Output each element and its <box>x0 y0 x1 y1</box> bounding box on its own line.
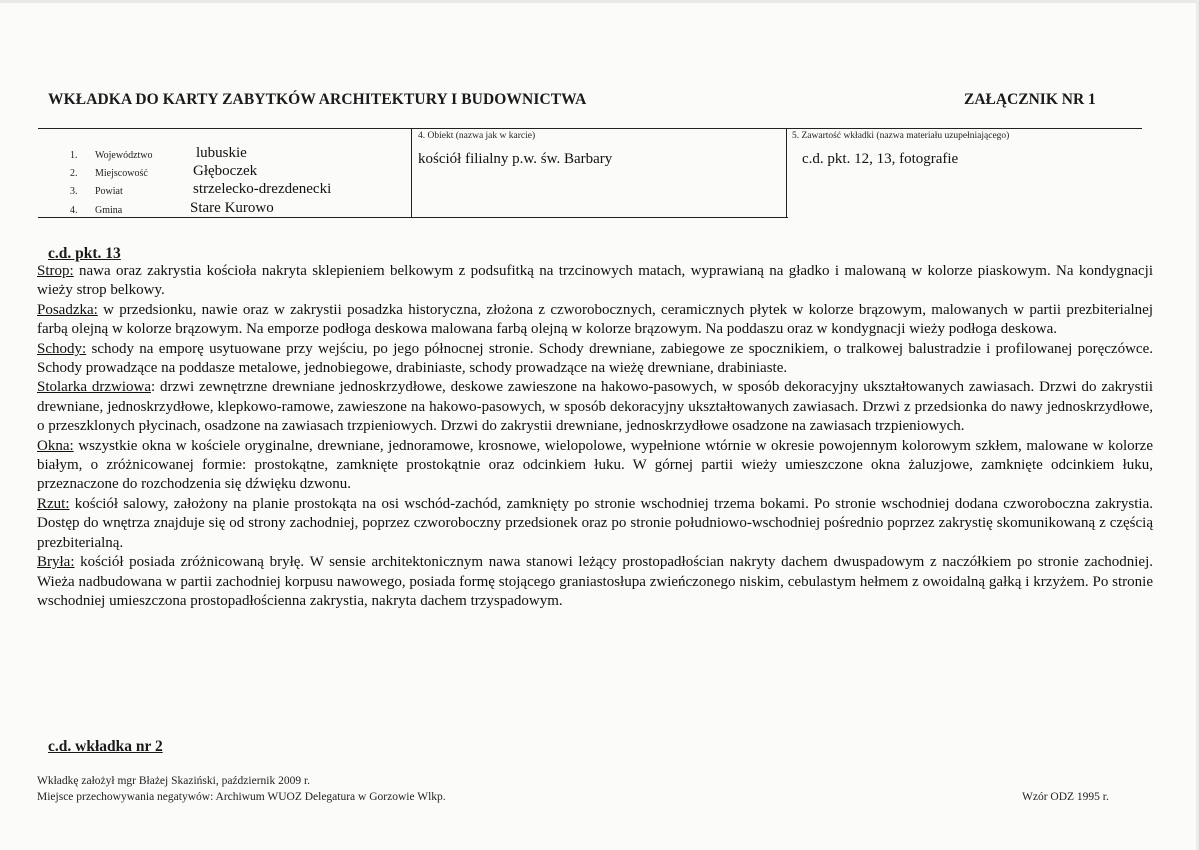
row-number: 4. <box>70 205 78 216</box>
table-bottom-rule <box>38 217 788 218</box>
voivodeship-value: lubuskie <box>196 145 247 161</box>
paragraph-text: kościół posiada zróżnicowaną bryłę. W sensie architektonicznym nawa stanowi leżący prostopadłościan nakryty dachem dwuspadowym z naczółkiem po stronie zachodniej. Wieża nadbudowana w partii zachodniej korpusu nawowego, posiada formę stojącego graniastosłupa zwieńczonego niskim, cebulastym hełmem z owoidalną gałką i krzyżem. Po stronie wschodniej umieszczona prostopadłościenna zakrystia, nakryta dachem trzyspadowym. <box>37 554 1153 609</box>
paragraph-keyword: Bryła: <box>37 554 75 571</box>
section-title: c.d. pkt. 13 <box>48 245 121 262</box>
paragraph-windows <box>37 437 1153 495</box>
voivodeship-label: Województwo <box>95 150 153 161</box>
paragraph-text: wszystkie okna w kościele oryginalne, drewniane, jednoramowe, krosnowe, wielopolowe, wypełnione wtórnie w okresie powojennym kolorowym szkłem, malowane w kolorze białym, o zróżnicowanej formie: prostokątne, zamknięte prostokątnie oraz odcinkiem łuku. W górnej partii wieży umieszczone okna żaluzjowe, zamknięte odcinkiem łuku, przeznaczone do rozchodzenia się dźwięku dzwonu. <box>37 437 1153 493</box>
paragraph-keyword: Okna: <box>37 437 74 454</box>
county-label: Powiat <box>95 186 123 197</box>
description-body <box>37 262 1153 611</box>
document-title: WKŁADKA DO KARTY ZABYTKÓW ARCHITEKTURY I BUDOWNICTWA <box>48 91 587 108</box>
row-number: 2. <box>70 168 78 179</box>
paragraph-text: nawa oraz zakrystia kościoła nakryta sklepieniem belkowym z podsufitką na trzcinowych matach, wyprawianą na gładko i malowaną w kolorze piaskowym. Na kondygnacji wieży strop belkowy. <box>37 263 1153 299</box>
paragraph-ceiling <box>37 262 1153 301</box>
paragraph-massing <box>37 553 1153 611</box>
author-note: Wkładkę założył mgr Błażej Skaziński, październik 2009 r. <box>37 775 311 787</box>
table-divider-2 <box>786 128 787 217</box>
paragraph-keyword: Rzut: <box>37 495 70 512</box>
object-value: kościół filialny p.w. św. Barbary <box>418 151 613 167</box>
paragraph-keyword: Posadzka: <box>37 301 98 318</box>
paragraph-floor <box>37 301 1153 340</box>
paragraph-keyword: Strop: <box>37 263 74 279</box>
contents-heading: 5. Zawartość wkładki (nazwa materiału uzupełniającego) <box>792 131 1010 141</box>
paragraph-text: : drzwi zewnętrzne drewniane jednoskrzydłowe, deskowe zawieszone na hakowo-pasowych, w sposób dekoracyjny ukształtowanych zawiasach. Drzwi do zakrystii drewniane, jednoskrzydłowe, klepkowo-ramowe, zawieszone na hakowo-pasowych, w sposób dekoracyjny ukształtowanych zawiasach. Drzwi z przedsionka do nawy jednoskrzydłowe, o przeszklonych płycinach, osadzone na zawiasach trzpieniowych. Drzwi do zakrystii drewniane, jednoskrzydłowe osadzone na zawiasach trzpieniowych. <box>37 379 1153 435</box>
continuation-note: c.d. wkładka nr 2 <box>48 738 163 755</box>
locality-value: Głęboczek <box>193 163 258 179</box>
annex-label: ZAŁĄCZNIK NR 1 <box>964 91 1096 108</box>
template-version: Wzór ODZ 1995 r. <box>1022 791 1109 803</box>
paragraph-stairs <box>37 340 1153 379</box>
row-number: 3. <box>70 186 78 197</box>
paragraph-plan <box>37 495 1153 553</box>
object-heading: 4. Obiekt (nazwa jak w karcie) <box>418 131 536 141</box>
paragraph-text: w przedsionku, nawie oraz w zakrystii posadzka historyczna, złożona z czworobocznych, ceramicznych płytek w kolorze brązowym, malowanych w partii prezbiterialnej farbą olejną w kolorze brązowym. Na emporze podłoga deskowa malowana farbą olejną w kolorze brązowym. Na poddaszu oraz w kondygnacji wieży podłoga deskowa. <box>37 301 1153 338</box>
commune-value: Stare Kurowo <box>190 200 274 216</box>
county-value: strzelecko-drezdenecki <box>193 181 332 197</box>
locality-label: Miejscowość <box>95 168 148 179</box>
commune-label: Gmina <box>95 205 123 216</box>
table-top-rule <box>38 128 1142 129</box>
contents-value: c.d. pkt. 12, 13, fotografie <box>802 151 959 167</box>
identification-table <box>38 128 1142 218</box>
paragraph-keyword: Schody: <box>37 340 87 357</box>
row-number: 1. <box>70 150 78 161</box>
table-divider-1 <box>411 128 412 217</box>
negatives-storage-note: Miejsce przechowywania negatywów: Archiwum WUOZ Delegatura w Gorzowie Wlkp. <box>37 791 446 803</box>
paragraph-text: kościół salowy, założony na planie prostokąta na osi wschód-zachód, zamknięty po stronie wschodniej trzema bokami. Po stronie wschodniej dodana czworoboczna zakrystia. Dostęp do wnętrza znajduje się od strony zachodniej, poprzez czworoboczny przedsionek oraz po stronie południowo-wschodniej pośrednio poprzez zakrystię skomunikowaną z częścią prezbiterialną. <box>37 495 1153 551</box>
paragraph-text: schody na emporę usytuowane przy wejściu, po jego północnej stronie. Schody drewniane, zabiegowe ze spocznikiem, o tralkowej balustradzie i profilowanej poręczówce. Schody prowadzące na poddasze metalowe, jednobiegowe, drabiniaste, schody prowadzące na wieżę drewniane, drabiniaste. <box>37 340 1153 377</box>
paragraph-doors <box>37 378 1153 436</box>
scan-edge-top <box>0 0 1199 3</box>
paragraph-keyword: Stolarka drzwiowa <box>37 379 151 396</box>
